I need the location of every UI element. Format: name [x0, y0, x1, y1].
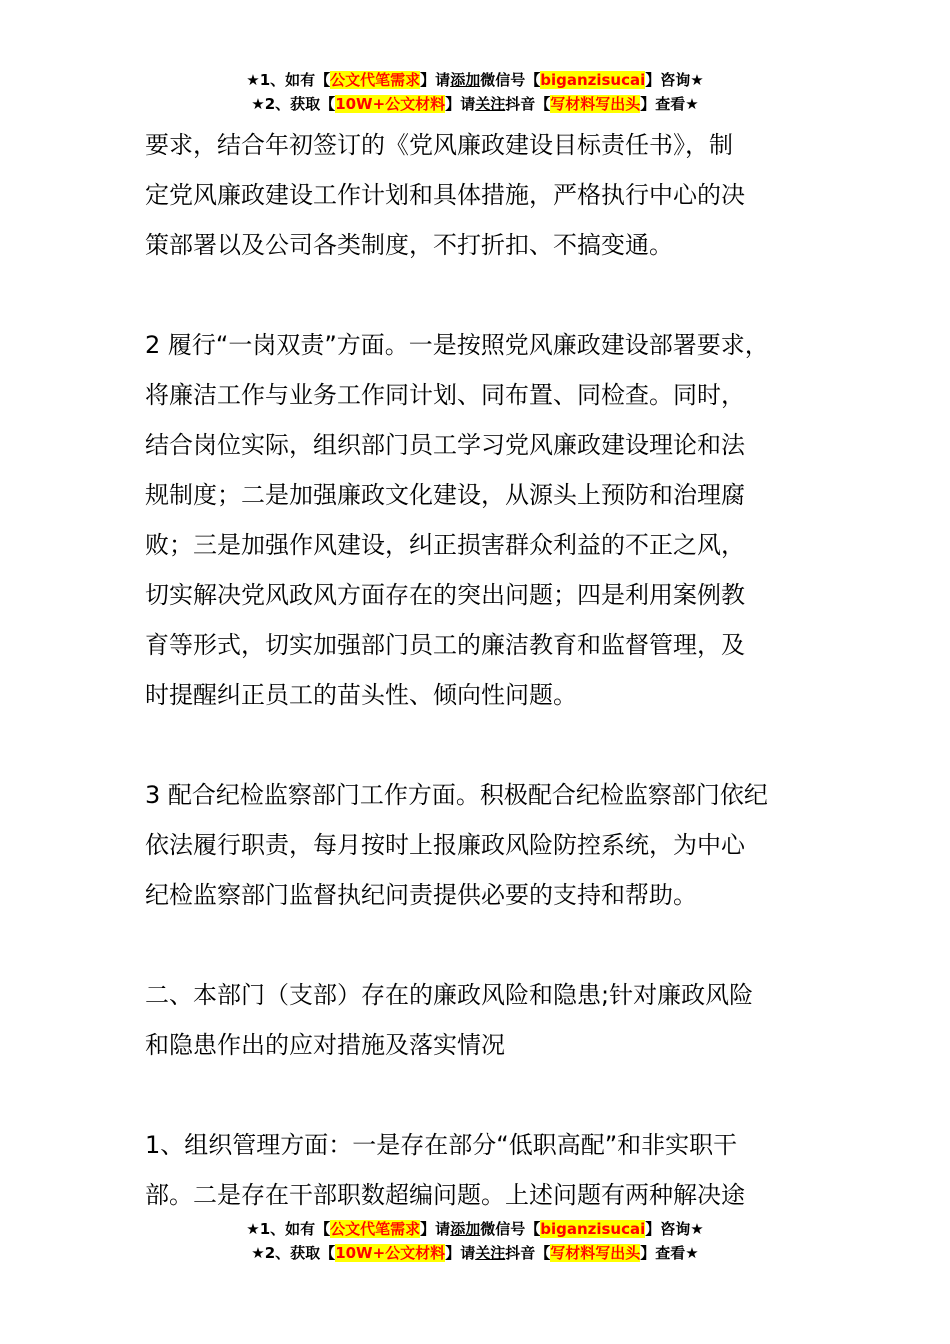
- text-line: 二、本部门（支部）存在的廉政风险和隐患;针对廉政风险: [145, 981, 754, 1009]
- banner-text: ★2、获取【: [251, 95, 336, 113]
- banner-highlight: biganzisucai: [540, 1220, 646, 1238]
- header-banner: [0, 68, 950, 116]
- banner-text: 】请: [420, 71, 451, 89]
- paragraph: [145, 770, 835, 920]
- text-line: 规制度；二是加强廉政文化建设，从源头上预防和治理腐: [145, 481, 745, 509]
- text-line: 败；三是加强作风建设，纠正损害群众利益的不正之风，: [145, 531, 745, 559]
- paragraph-gap: [145, 270, 835, 320]
- text-line: 2 履行“一岗双责”方面。一是按照党风廉政建设部署要求，: [145, 331, 769, 359]
- paragraph-gap: [145, 720, 835, 770]
- text-line: 纪检监察部门监督执纪问责提供必要的支持和帮助。: [145, 881, 697, 909]
- banner-highlight: 公文代笔需求: [330, 1220, 421, 1238]
- footer-banner: [0, 1217, 950, 1265]
- banner-underline: 添加: [450, 71, 481, 89]
- banner-text: 】请: [445, 95, 476, 113]
- banner-line-1: [0, 68, 950, 92]
- banner-text: 微信号【: [480, 1220, 541, 1238]
- banner-highlight: 10W+公文材料: [335, 1244, 446, 1262]
- banner-line-2: [0, 1241, 950, 1265]
- banner-highlight: 10W+公文材料: [335, 95, 446, 113]
- banner-highlight: 公文代笔需求: [330, 71, 421, 89]
- banner-highlight: 写材料写出头: [550, 1244, 641, 1262]
- paragraph: [145, 1120, 835, 1220]
- banner-text: 】查看★: [640, 95, 699, 113]
- banner-text: 抖音【: [505, 95, 551, 113]
- text-line: 切实解决党风政风方面存在的突出问题；四是利用案例教: [145, 581, 745, 609]
- banner-text: 】咨询★: [645, 71, 704, 89]
- text-line: 3 配合纪检监察部门工作方面。积极配合纪检监察部门依纪: [145, 781, 768, 809]
- text-line: 结合岗位实际，组织部门员工学习党风廉政建设理论和法: [145, 431, 745, 459]
- banner-text: ★1、如有【: [246, 1220, 331, 1238]
- banner-line-2: [0, 92, 950, 116]
- paragraph: [145, 120, 835, 270]
- banner-text: 】查看★: [640, 1244, 699, 1262]
- paragraph-gap: [145, 920, 835, 970]
- document-body: [145, 120, 835, 1220]
- banner-text: 】咨询★: [645, 1220, 704, 1238]
- text-line: 要求，结合年初签订的《党风廉政建设目标责任书》，制: [145, 131, 733, 159]
- text-line: 将廉洁工作与业务工作同计划、同布置、同检查。同时，: [145, 381, 745, 409]
- banner-text: 】请: [420, 1220, 451, 1238]
- text-line: 和隐患作出的应对措施及落实情况: [145, 1031, 505, 1059]
- banner-underline: 添加: [450, 1220, 481, 1238]
- text-line: 策部署以及公司各类制度，不打折扣、不搞变通。: [145, 231, 673, 259]
- paragraph: [145, 970, 835, 1070]
- text-line: 定党风廉政建设工作计划和具体措施，严格执行中心的决: [145, 181, 745, 209]
- text-line: 1、组织管理方面：一是存在部分“低职高配”和非实职干: [145, 1131, 738, 1159]
- banner-text: 抖音【: [505, 1244, 551, 1262]
- text-line: 育等形式，切实加强部门员工的廉洁教育和监督管理，及: [145, 631, 745, 659]
- banner-text: 微信号【: [480, 71, 541, 89]
- text-line: 时提醒纠正员工的苗头性、倾向性问题。: [145, 681, 577, 709]
- banner-text: ★1、如有【: [246, 71, 331, 89]
- banner-underline: 关注: [475, 95, 506, 113]
- text-line: 部。二是存在干部职数超编问题。上述问题有两种解决途: [145, 1181, 745, 1209]
- banner-text: 】请: [445, 1244, 476, 1262]
- banner-underline: 关注: [475, 1244, 506, 1262]
- banner-text: ★2、获取【: [251, 1244, 336, 1262]
- banner-line-1: [0, 1217, 950, 1241]
- banner-highlight: 写材料写出头: [550, 95, 641, 113]
- banner-highlight: biganzisucai: [540, 71, 646, 89]
- paragraph: [145, 320, 835, 720]
- paragraph-gap: [145, 1070, 835, 1120]
- text-line: 依法履行职责，每月按时上报廉政风险防控系统，为中心: [145, 831, 745, 859]
